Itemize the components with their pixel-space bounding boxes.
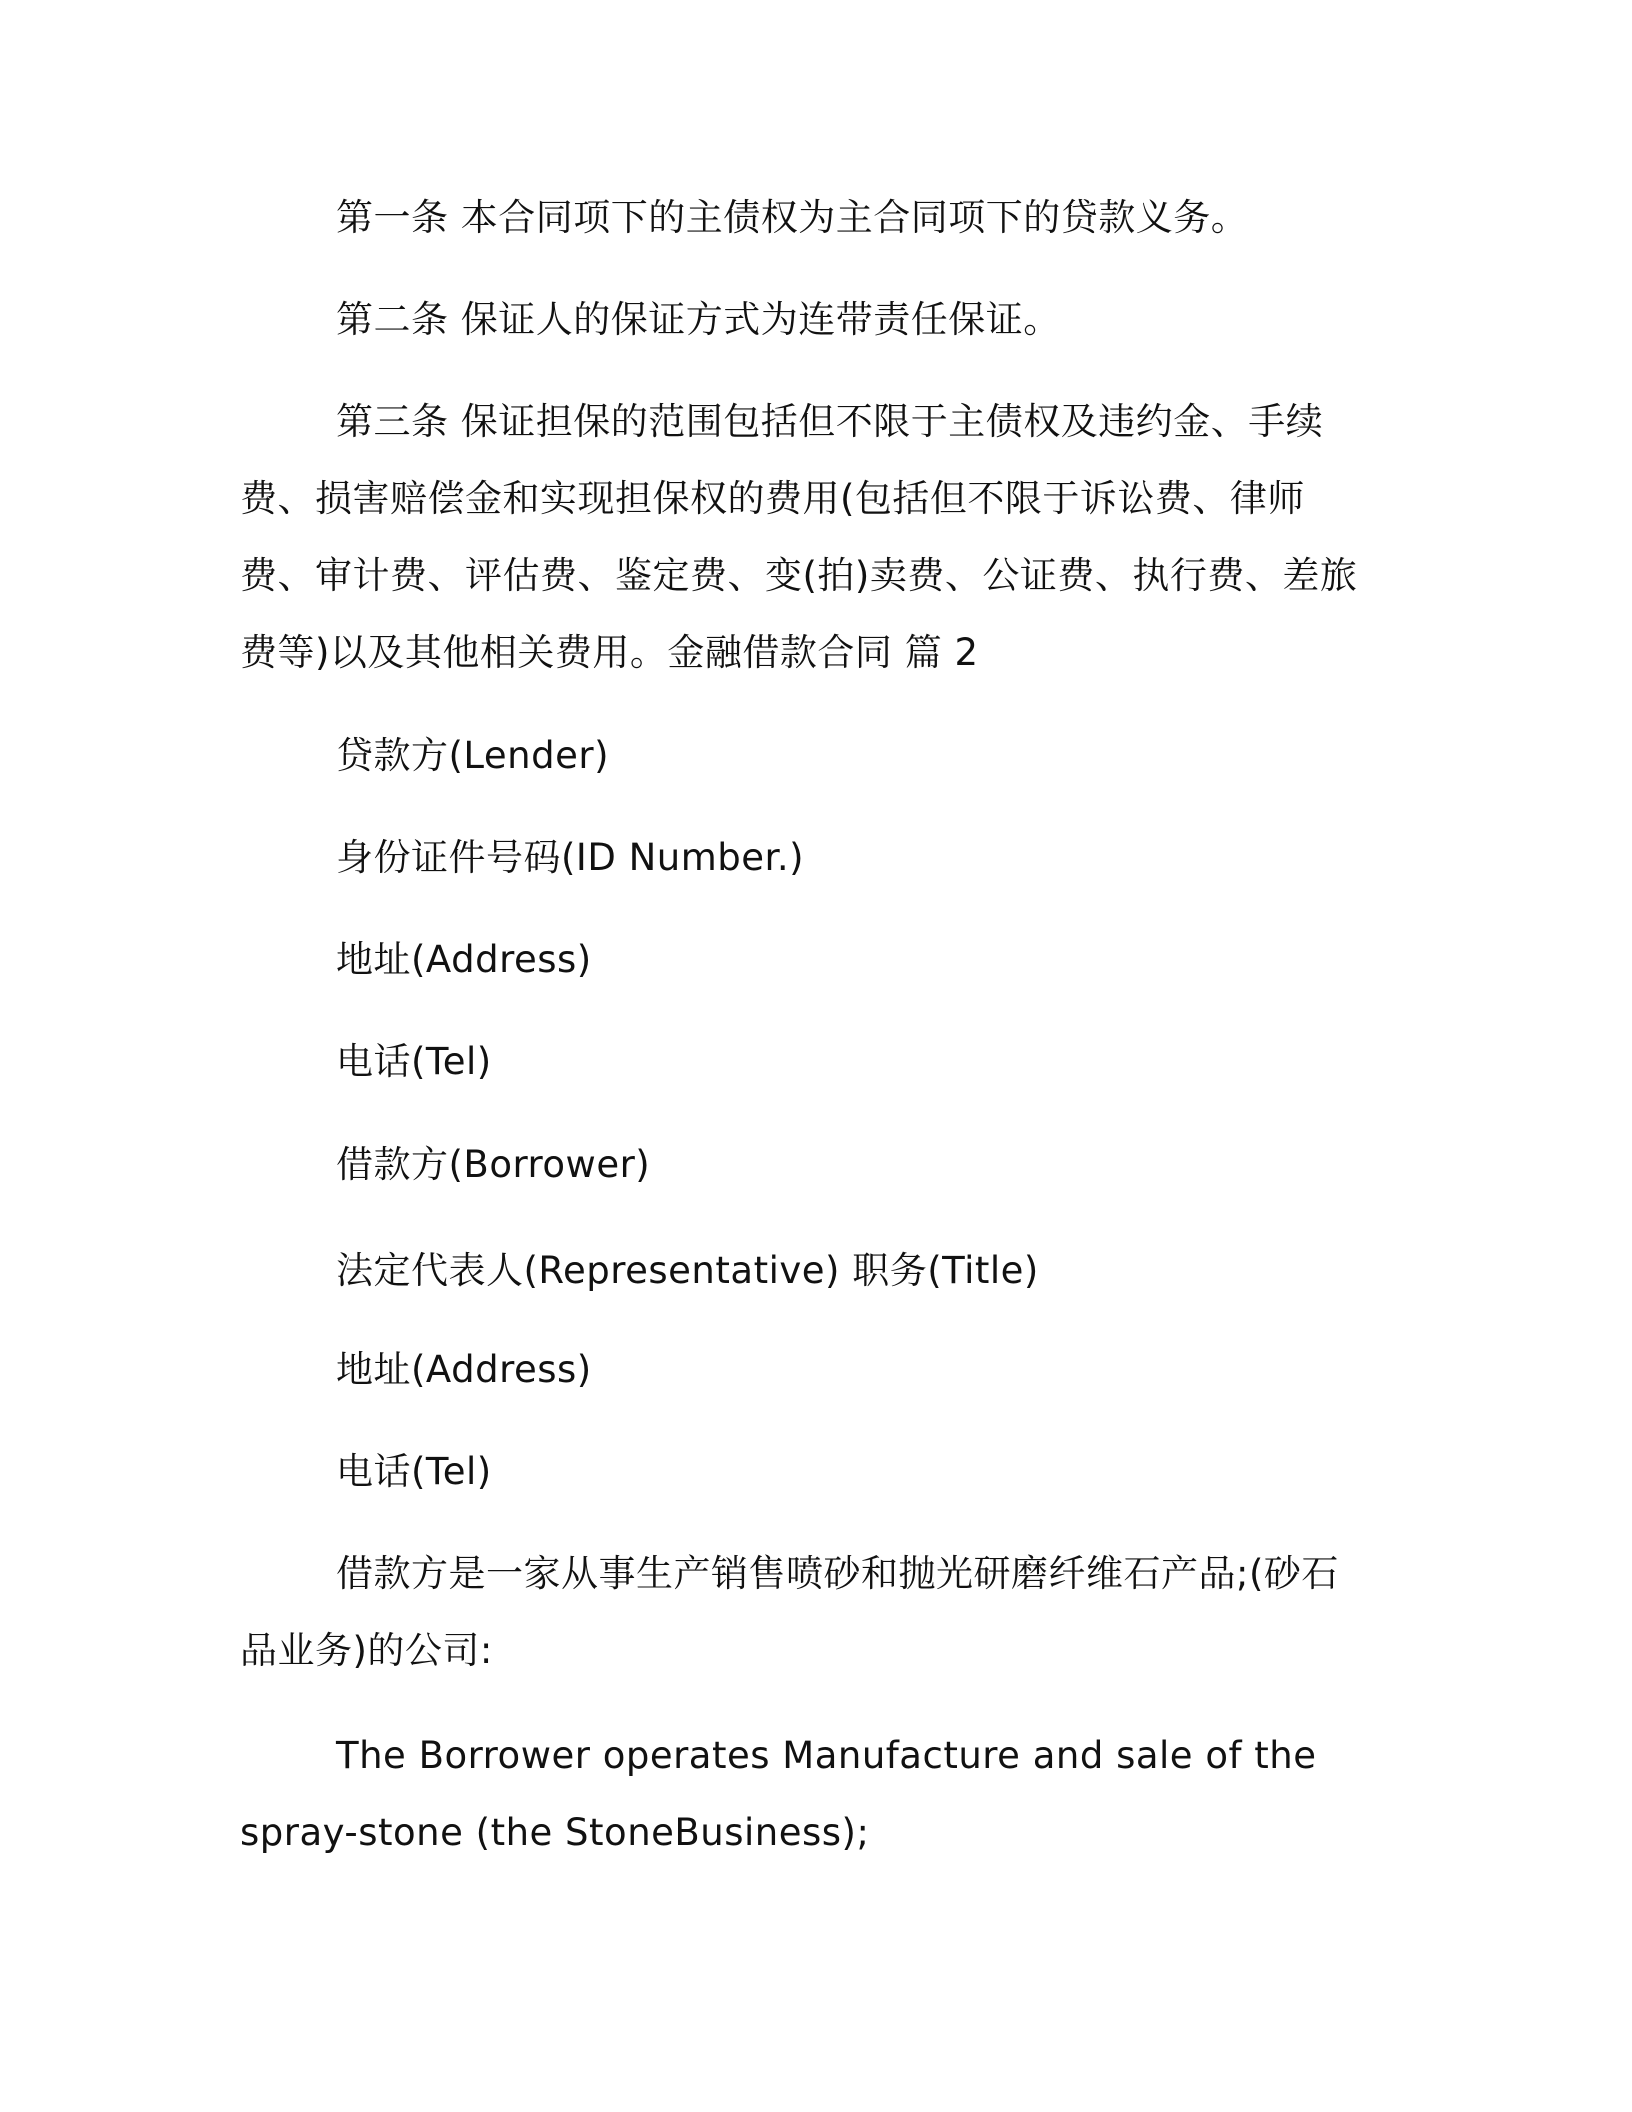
lender-address-field: 地址(Address) — [336, 938, 592, 981]
lender-field: 贷款方(Lender) — [336, 734, 610, 777]
borrower-tel-field: 电话(Tel) — [336, 1450, 492, 1493]
id-number-field: 身份证件号码(ID Number.) — [336, 836, 805, 879]
borrower-address-field: 地址(Address) — [336, 1348, 592, 1391]
borrower-description-en: The Borrower operates Manufacture and sale of the spray-stone (the StoneBusiness); — [240, 1734, 1317, 1854]
clause-3: 第三条 保证担保的范围包括但不限于主债权及违约金、手续费、损害赔偿金和实现担保权的费用(包括但不限于诉讼费、律师费、审计费、评估费、鉴定费、变(拍)卖费、公证费、执行费、差旅费等)以及其他相关费用。金融借款合同 篇 2 — [240, 400, 1358, 674]
lender-tel-field: 电话(Tel) — [336, 1040, 492, 1083]
clause-2: 第二条 保证人的保证方式为连带责任保证。 — [336, 298, 1061, 341]
borrower-description-cn: 借款方是一家从事生产销售喷砂和抛光研磨纤维石产品;(砂石品业务)的公司: — [240, 1552, 1339, 1672]
clause-1: 第一条 本合同项下的主债权为主合同项下的贷款义务。 — [336, 196, 1249, 239]
borrower-field: 借款方(Borrower) — [336, 1143, 651, 1186]
representative-field: 法定代表人(Representative) 职务(Title) — [336, 1249, 1039, 1292]
